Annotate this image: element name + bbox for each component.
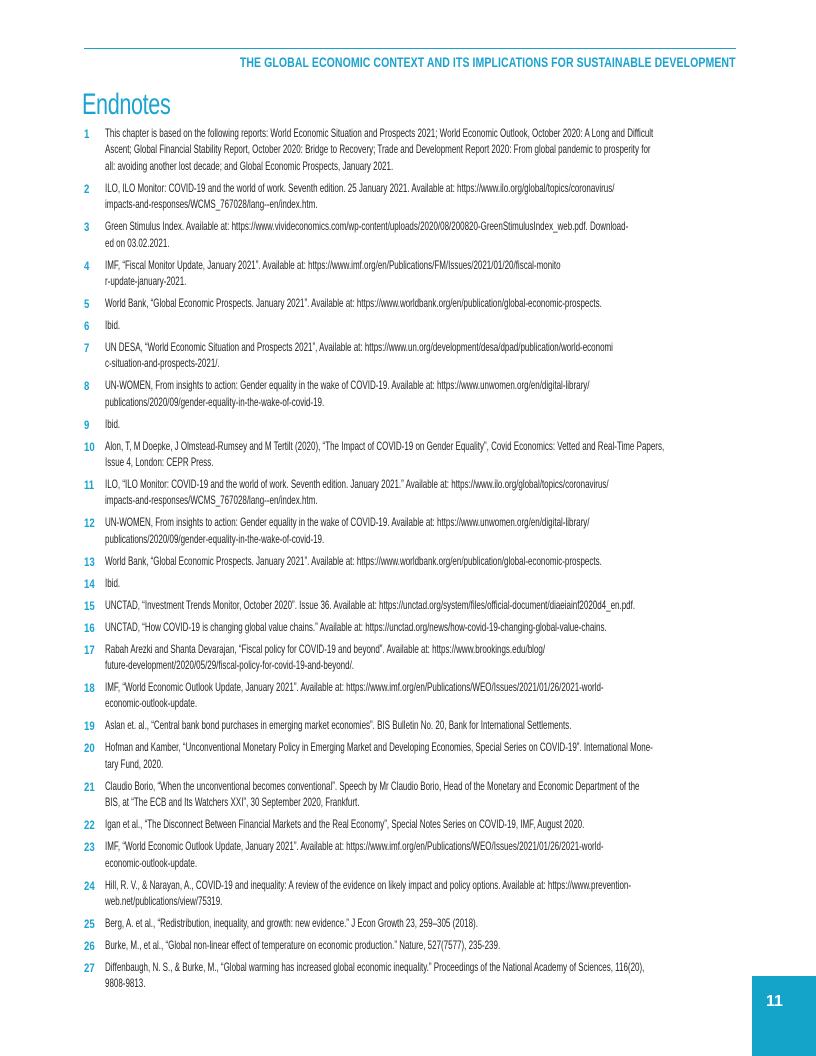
- endnote-item: [84, 296, 744, 312]
- endnote-item: [84, 878, 744, 911]
- endnote-text-line: UNCTAD, “Investment Trends Monitor, October 2020”. Issue 36. Available at: https://unctad.org/system/files/official-document/diaeiainf2020d4_en.pdf.: [105, 598, 636, 612]
- endnote-text-line: web.net/publications/view/75319.: [105, 894, 223, 908]
- endnote-text-line: Alon, T, M Doepke, J Olmstead-Rumsey and M Tertilt (2020), “The Impact of COVID-19 on Gender Equality”, Covid Economics: Vetted and Real-Time Papers,: [105, 439, 665, 453]
- endnote-item: [84, 378, 744, 411]
- endnote-text-line: all: avoiding another lost decade; and Global Economic Prospects, January 2021.: [105, 159, 394, 173]
- endnote-text-line: Diffenbaugh, N. S., & Burke, M., “Global warming has increased global economic inequality.” Proceedings of the National Academy of Sciences, 116(20),: [105, 960, 645, 974]
- endnote-number: 13: [84, 554, 95, 569]
- endnote-text-line: economic-outlook-update.: [105, 697, 198, 711]
- endnote-item: [84, 642, 744, 675]
- endnote-text-line: ed on 03.02.2021.: [105, 236, 170, 250]
- endnote-number: 14: [84, 576, 95, 591]
- endnote-item: [84, 181, 744, 214]
- endnote-item: [84, 718, 744, 734]
- endnote-text-line: Aslan et. al., “Central bank bond purchases in emerging market economies”. BIS Bulletin No. 20, Bank for International Settlements.: [105, 719, 572, 733]
- endnote-text-line: World Bank, “Global Economic Prospects. January 2021”. Available at: https://www.worldbank.org/en/publication/global-economic-prospects.: [105, 296, 602, 310]
- endnote-text-line: publications/2020/09/gender-equality-in-the-wake-of-covid-19.: [105, 532, 325, 546]
- endnote-text-line: UN-WOMEN, From insights to action: Gender equality in the wake of COVID-19. Available at: https://www.unwomen.org/en/digital-library/: [105, 379, 590, 393]
- endnote-number: 9: [84, 417, 90, 432]
- endnote-text-line: Issue 4, London: CEPR Press.: [105, 455, 214, 469]
- endnote-item: [84, 620, 744, 636]
- endnote-item: [84, 554, 744, 570]
- endnote-text-line: ILO, “ILO Monitor: COVID-19 and the world of work. Seventh edition. January 2021.” Available at: https://www.ilo.org/global/topics/coronavirus/: [105, 477, 609, 491]
- endnote-text-line: This chapter is based on the following reports: World Economic Situation and Prospects 2021; World Economic Outlook, October 2020: A Long and Difficult: [105, 127, 654, 140]
- endnote-number: 10: [84, 439, 95, 454]
- endnote-number: 26: [84, 938, 95, 953]
- endnote-text-line: BIS, at “The ECB and Its Watchers XXI”, 30 September 2020, Frankfurt.: [105, 796, 360, 810]
- endnote-text-line: UN DESA, “World Economic Situation and Prospects 2021”, Available at: https://www.un.org/development/desa/dpad/publication/world-economi: [105, 340, 613, 354]
- endnote-text-line: IMF, “World Economic Outlook Update, January 2021”. Available at: https://www.imf.org/en/Publications/WEO/Issues/2021/01/26/2021-world-: [105, 681, 604, 695]
- endnote-item: [84, 598, 744, 614]
- endnote-text-line: Claudio Borio, “When the unconventional becomes conventional”. Speech by Mr Claudio Borio, Head of the Monetary and Economic Department of the: [105, 779, 640, 793]
- endnote-item: [84, 779, 744, 812]
- endnote-text-line: Hofman and Kamber, “Unconventional Monetary Policy in Emerging Market and Developing Economies, Special Series on COVID-19”. International Mone-: [105, 741, 653, 755]
- endnote-item: [84, 417, 744, 433]
- endnote-text-line: r-update-january-2021.: [105, 274, 187, 288]
- page-title: Endnotes: [82, 88, 171, 121]
- endnote-item: [84, 219, 744, 252]
- endnote-number: 5: [84, 296, 90, 311]
- page-number-box: [752, 976, 816, 1056]
- endnote-number: 17: [84, 642, 95, 657]
- endnote-text-line: IMF, “World Economic Outlook Update, January 2021”. Available at: https://www.imf.org/en/Publications/WEO/Issues/2021/01/26/2021-world-: [105, 840, 604, 854]
- endnote-item: [84, 439, 744, 472]
- endnote-text-line: Burke, M., et al., “Global non-linear effect of temperature on economic production.” Nature, 527(7577), 235-239.: [105, 938, 501, 952]
- endnote-item: [84, 839, 744, 872]
- endnote-text-line: 9808-9813.: [105, 977, 146, 991]
- endnote-item: [84, 258, 744, 291]
- endnote-item: [84, 126, 744, 175]
- endnote-number: 12: [84, 516, 95, 531]
- endnote-item: [84, 318, 744, 334]
- endnote-text-line: World Bank, “Global Economic Prospects. January 2021”. Available at: https://www.worldbank.org/en/publication/global-economic-prospects.: [105, 554, 602, 568]
- endnote-text-line: Ascent; Global Financial Stability Report, October 2020: Bridge to Recovery; Trade and Development Report 2020: From global pandemic to prosperity for: [105, 143, 651, 157]
- endnote-number: 27: [84, 960, 95, 975]
- endnote-text-line: Green Stimulus Index. Available at: https://www.vivideconomics.com/wp-content/uploads/2020/08/200820-GreenStimulusIndex_web.pdf. Download-: [105, 220, 629, 234]
- endnote-text-line: Rabah Arezki and Shanta Devarajan, “Fiscal policy for COVID-19 and beyond”. Available at: https://www.brookings.edu/blog/: [105, 642, 546, 656]
- endnote-item: [84, 576, 744, 592]
- header-rule: [84, 48, 736, 49]
- endnote-number: 11: [84, 477, 95, 492]
- endnote-number: 21: [84, 779, 95, 794]
- endnote-number: 23: [84, 840, 95, 855]
- endnote-text-line: UNCTAD, “How COVID-19 is changing global value chains.” Available at: https://unctad.org/news/how-covid-19-changing-global-value-chains.: [105, 620, 607, 634]
- endnote-number: 22: [84, 818, 95, 833]
- endnote-number: 25: [84, 916, 95, 931]
- endnote-number: 20: [84, 741, 95, 756]
- page-number: 11: [766, 993, 783, 1010]
- endnote-text-line: Ibid.: [105, 417, 121, 431]
- endnote-text-line: c-situation-and-prospects-2021/.: [105, 357, 220, 371]
- endnotes-list: [84, 126, 744, 998]
- endnote-item: [84, 477, 744, 510]
- endnote-text-line: Ibid.: [105, 318, 121, 332]
- endnote-number: 18: [84, 681, 95, 696]
- endnote-item: [84, 960, 744, 993]
- endnote-number: 7: [84, 340, 90, 355]
- endnote-number: 6: [84, 318, 90, 333]
- endnote-number: 24: [84, 878, 95, 893]
- endnote-text-line: ILO, ILO Monitor: COVID-19 and the world of work. Seventh edition. 25 January 2021. Available at: https://www.ilo.org/global/topics/coronavirus/: [105, 181, 615, 195]
- endnote-item: [84, 938, 744, 954]
- endnote-text-line: Igan et al., “The Disconnect Between Financial Markets and the Real Economy”, Special Notes Series on COVID-19, IMF, August 2020.: [105, 818, 585, 832]
- endnote-text-line: UN-WOMEN, From insights to action: Gender equality in the wake of COVID-19. Available at: https://www.unwomen.org/en/digital-library/: [105, 516, 590, 530]
- endnote-number: 3: [84, 220, 90, 235]
- endnote-number: 1: [84, 127, 90, 141]
- endnote-text-line: tary Fund, 2020.: [105, 757, 164, 771]
- endnote-number: 2: [84, 181, 90, 196]
- endnote-item: [84, 740, 744, 773]
- endnote-text-line: impacts-and-responses/WCMS_767028/lang--en/index.htm.: [105, 494, 318, 508]
- endnote-number: 19: [84, 719, 95, 734]
- endnote-item: [84, 916, 744, 932]
- endnote-text-line: publications/2020/09/gender-equality-in-the-wake-of-covid-19.: [105, 395, 325, 409]
- endnote-text-line: economic-outlook-update.: [105, 856, 198, 870]
- endnote-text-line: Hill, R. V., & Narayan, A., COVID-19 and inequality: A review of the evidence on likely impact and policy options. Available at: https://www.prevention-: [105, 878, 632, 892]
- endnote-text-line: IMF, “Fiscal Monitor Update, January 2021”. Available at: https://www.imf.org/en/Publications/FM/Issues/2021/01/20/fiscal-monito: [105, 258, 561, 272]
- endnote-text-line: future-development/2020/05/29/fiscal-policy-for-covid-19-and-beyond/.: [105, 659, 355, 673]
- endnote-number: 16: [84, 620, 95, 635]
- endnote-item: [84, 515, 744, 548]
- endnote-item: [84, 680, 744, 713]
- running-title: THE GLOBAL ECONOMIC CONTEXT AND ITS IMPLICATIONS FOR SUSTAINABLE DEVELOPMENT: [240, 55, 736, 70]
- endnote-text-line: Berg, A. et al., “Redistribution, inequality, and growth: new evidence.” J Econ Growth 23, 259–305 (2018).: [105, 916, 478, 930]
- endnote-item: [84, 340, 744, 373]
- endnote-item: [84, 817, 744, 833]
- endnote-text-line: Ibid.: [105, 576, 121, 590]
- endnote-number: 4: [84, 258, 90, 273]
- endnote-number: 8: [84, 379, 90, 394]
- endnote-text-line: impacts-and-responses/WCMS_767028/lang--en/index.htm.: [105, 198, 318, 212]
- endnote-number: 15: [84, 598, 95, 613]
